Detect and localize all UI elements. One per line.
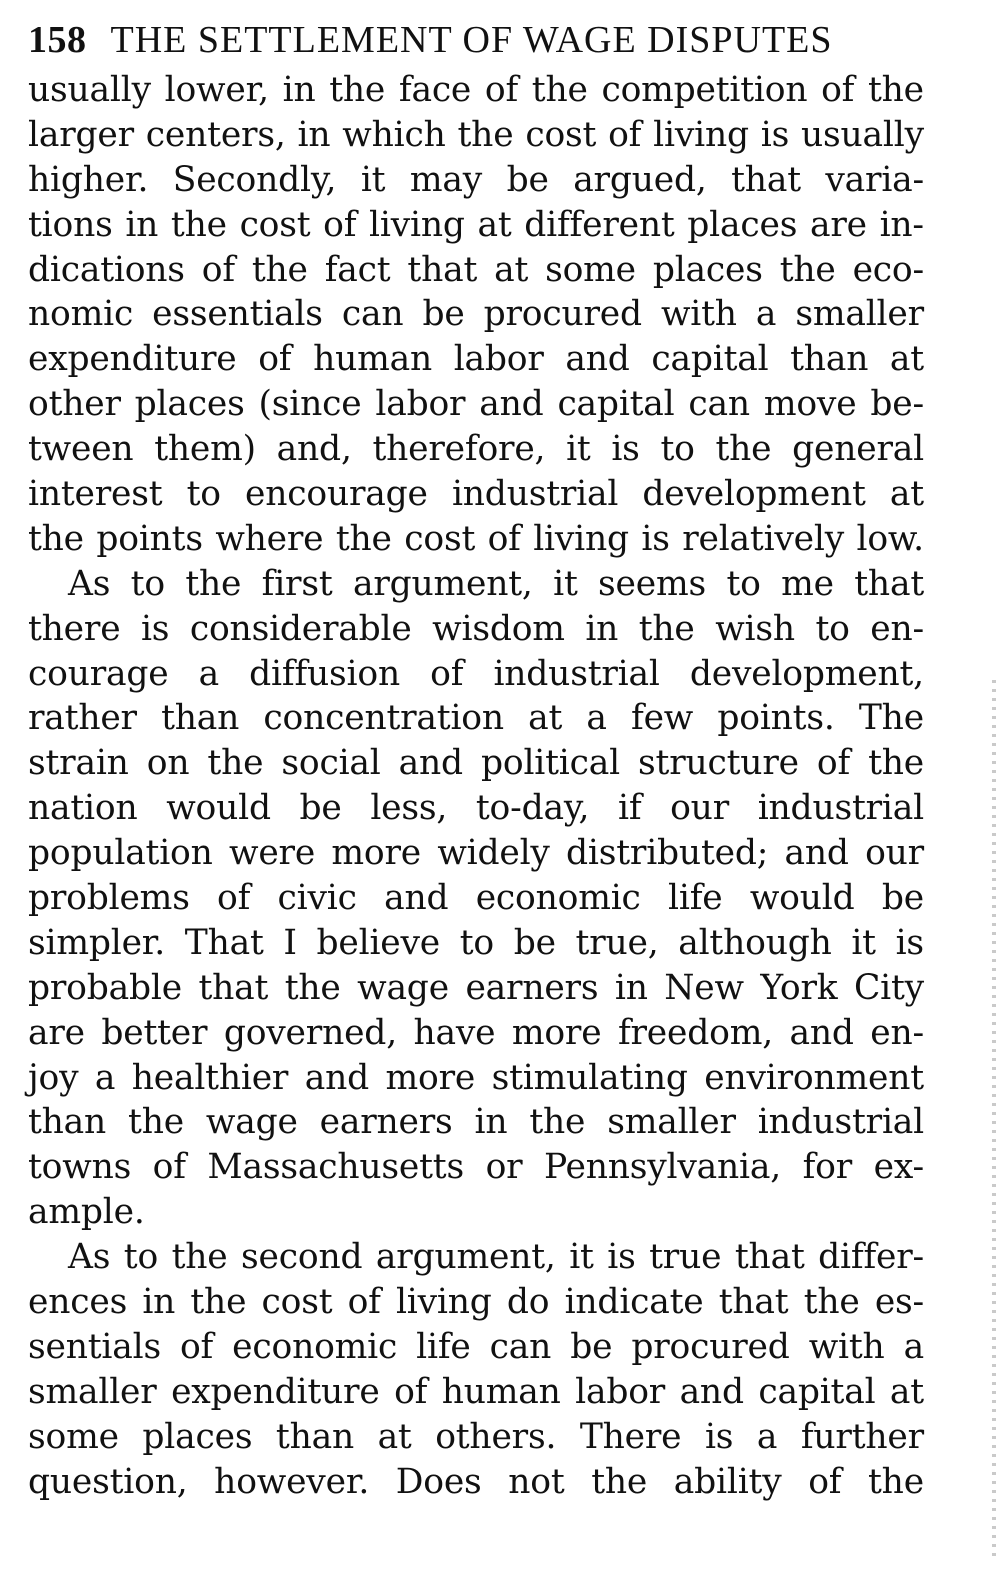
text-line: ample. [28,1192,145,1233]
text-line: nomic essentials can be procured with a smaller [28,294,924,335]
text-line: higher. Secondly, it may be argued, that varia- [28,159,924,200]
text-line: rather than concentration at a few points. The [28,698,924,739]
text-line: ences in the cost of living do indicate that the es- [28,1282,924,1323]
text-line: population were more widely distributed; and our [28,833,924,874]
text-line: the points where the cost of living is relatively low. [28,518,924,559]
text-line: question, however. Does not the ability of the [28,1461,924,1502]
text-line: nation would be less, to-day, if our industrial [28,788,924,829]
text-line: towns of Massachusetts or Pennsylvania, for ex- [28,1147,924,1188]
text-line: sentials of economic life can be procured with a [28,1326,924,1367]
text-line: there is considerable wisdom in the wish to en- [28,608,924,649]
running-head [28,12,924,68]
body-text [28,68,924,1505]
text-line: interest to encourage industrial development at [28,474,924,515]
text-line: tween them) and, therefore, it is to the general [28,429,924,470]
text-line: courage a diffusion of industrial development, [28,653,924,694]
text-line: other places (since labor and capital can move be- [28,384,924,425]
text-line: usually lower, in the face of the competition of the [28,70,924,110]
text-line: dications of the fact that at some places the eco- [28,249,924,290]
text-line: simpler. That I believe to be true, although it is [28,922,924,963]
scan-edge-noise [992,680,996,1560]
text-line: joy a healthier and more stimulating environment [28,1057,924,1098]
book-page [28,12,924,1505]
running-title: THE SETTLEMENT OF WAGE DISPUTES [110,19,833,61]
text-line: probable that the wage earners in New York City [28,967,924,1008]
text-line: larger centers, in which the cost of living is usually [28,114,924,155]
text-line: are better governed, have more freedom, and en- [28,1012,924,1053]
text-line: than the wage earners in the smaller industrial [28,1102,924,1143]
text-line: strain on the social and political structure of the [28,743,924,784]
text-line: some places than at others. There is a further [28,1416,924,1457]
text-line: smaller expenditure of human labor and capital at [28,1371,924,1412]
text-line: As to the second argument, it is true that differ- [68,1237,924,1278]
text-line: tions in the cost of living at different places are in- [28,204,924,245]
text-line: expenditure of human labor and capital than at [28,339,924,380]
text-line: As to the first argument, it seems to me that [68,563,924,604]
page-number: 158 [28,19,87,61]
text-line: problems of civic and economic life would be [28,878,924,919]
